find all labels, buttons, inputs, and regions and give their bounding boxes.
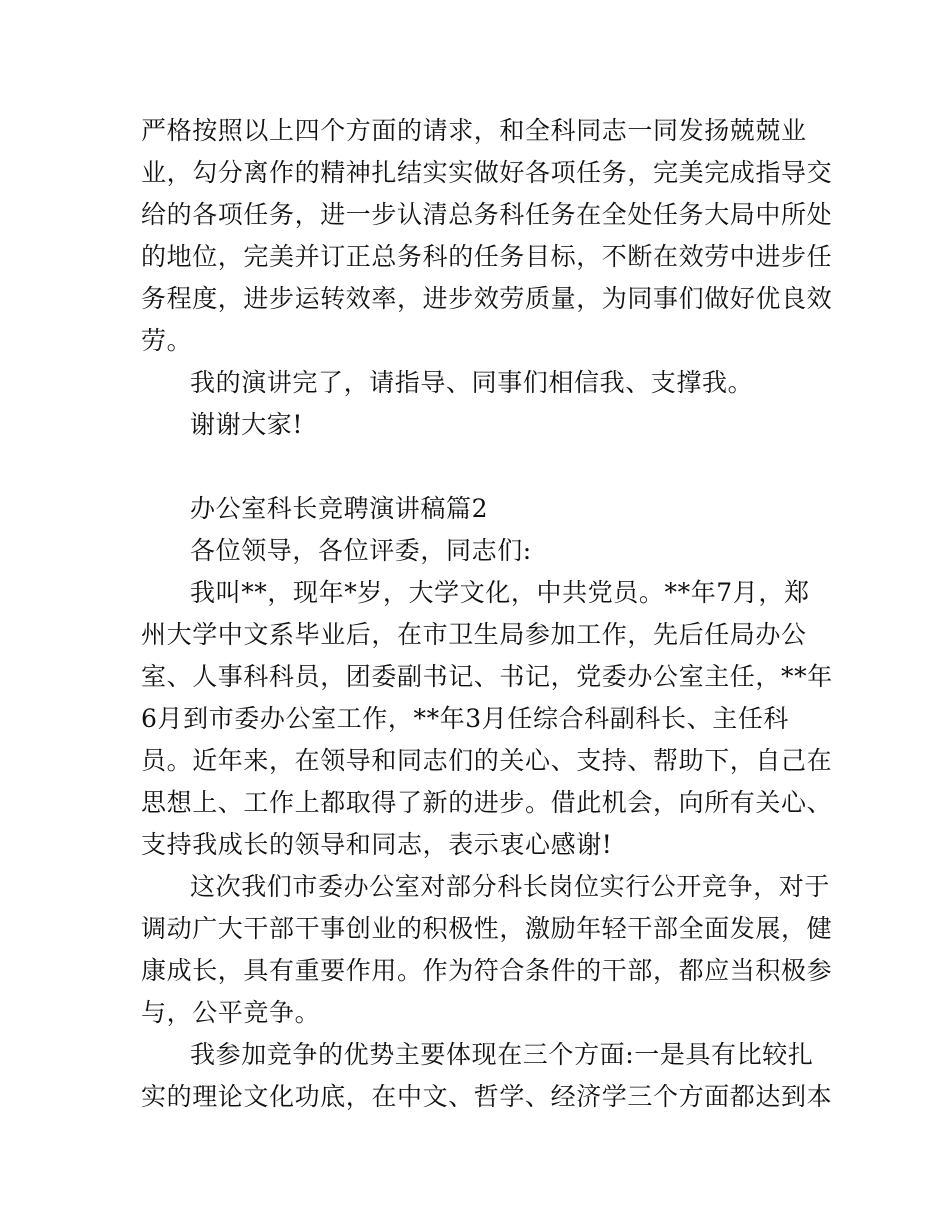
text-line: 谢谢大家! xyxy=(190,410,304,439)
text-line: 调动广大干部干事创业的积极性，激励年轻干部全面发展，健 xyxy=(141,914,833,943)
text-line: 康成长，具有重要作用。作为符合条件的干部，都应当积极参 xyxy=(141,956,833,985)
text-line: 务程度，进步运转效率，进步效劳质量，为同事们做好优良效 xyxy=(141,284,833,313)
text-line: 这次我们市委办公室对部分科长岗位实行公开竞争，对于 xyxy=(190,872,831,901)
text-line: 与，公平竞争。 xyxy=(141,998,321,1027)
section-heading: 办公室科长竞聘演讲稿篇2 xyxy=(190,494,489,523)
text-line: 实的理论文化功底，在中文、哲学、经济学三个方面都达到本 xyxy=(141,1082,833,1111)
text-line: 我的演讲完了，请指导、同事们相信我、支撑我。 xyxy=(190,368,754,397)
text-line: 6月到市委办公室工作，**年3月任综合科副科长、主任科 xyxy=(141,704,790,733)
text-line: 业，勾分离作的精神扎结实实做好各项任务，完美完成指导交 xyxy=(141,158,833,187)
text-line: 我叫**，现年*岁，大学文化，中共党员。**年7月，郑 xyxy=(190,578,810,607)
text-line: 州大学中文系毕业后，在市卫生局参加工作，先后任局办公 xyxy=(141,620,807,649)
text-line: 支持我成长的领导和同志，表示衷心感谢! xyxy=(141,830,613,859)
text-line: 给的各项任务，进一步认清总务科任务在全处任务大局中所处 xyxy=(141,200,833,229)
salutation: 各位领导，各位评委，同志们: xyxy=(190,536,532,565)
text-line: 室、人事科科员，团委副书记、书记，党委办公室主任，**年 xyxy=(141,662,833,691)
text-line: 的地位，完美并订正总务科的任务目标，不断在效劳中进步任 xyxy=(141,242,833,271)
text-line: 我参加竞争的优势主要体现在三个方面:一是具有比较扎 xyxy=(190,1040,814,1069)
text-line: 思想上、工作上都取得了新的进步。借此机会，向所有关心、 xyxy=(141,788,833,817)
text-line: 劳。 xyxy=(141,326,193,355)
text-line: 严格按照以上四个方面的请求，和全科同志一同发扬兢兢业 xyxy=(141,116,807,145)
text-line: 员。近年来，在领导和同志们的关心、支持、帮助下，自己在 xyxy=(141,746,833,775)
